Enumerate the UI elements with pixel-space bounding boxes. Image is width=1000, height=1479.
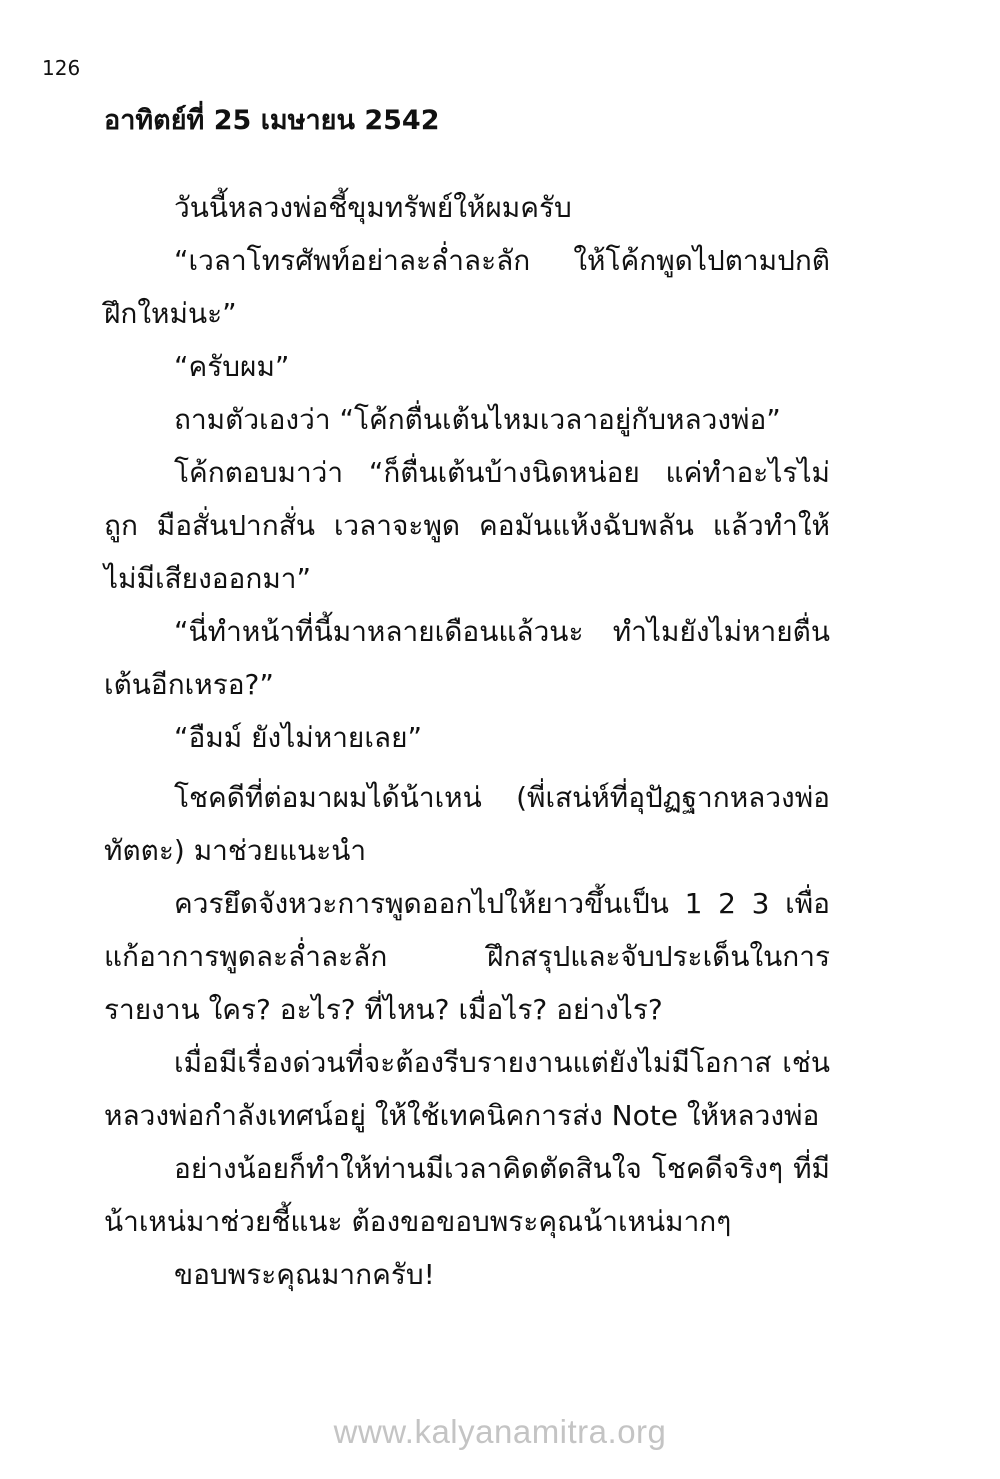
paragraph: “ครับผม” (174, 350, 290, 383)
paragraph: วันนี้หลวงพ่อชี้ขุมทรัพย์ให้ผมครับ (174, 191, 572, 224)
paragraph: ถามตัวเองว่า “โค้กตื่นเต้นไหมเวลาอยู่กับหลวงพ่อ” (174, 403, 781, 436)
page-number: 126 (42, 56, 81, 80)
paragraph: ควรยึดจังหวะการพูดออกไปให้ยาวขึ้นเป็น 1 2 3 เพื่อแก้อาการพูดละล่ำละลัก ฝึกสรุปและจับประเด็นในการรายงาน ใคร? อะไร? ที่ไหน? เมื่อไร? อย่างไร? (104, 887, 830, 1026)
diary-section-2 (104, 771, 830, 1301)
website-watermark: www.kalyanamitra.org (333, 1413, 667, 1450)
paragraph: ขอบพระคุณมากครับ! (174, 1258, 435, 1291)
entry-date-heading: อาทิตย์ที่ 25 เมษายน 2542 (104, 105, 440, 136)
diary-section-1 (104, 181, 830, 764)
paragraph: เมื่อมีเรื่องด่วนที่จะต้องรีบรายงานแต่ยังไม่มีโอกาส เช่น หลวงพ่อกำลังเทศน์อยู่ ให้ใช้เทคนิคการส่ง Note ให้หลวงพ่อ (104, 1046, 830, 1132)
paragraph: อย่างน้อยก็ทำให้ท่านมีเวลาคิดตัดสินใจ โชคดีจริงๆ ที่มีน้าเหน่มาช่วยชี้แนะ ต้องขอขอบพระคุณน้าเหน่มากๆ (104, 1152, 830, 1238)
paragraph: โชคดีที่ต่อมาผมได้น้าเหน่ (พี่เสน่ห์ที่อุปัฏฐากหลวงพ่อทัตตะ) มาช่วยแนะนำ (104, 781, 830, 867)
paragraph: โค้กตอบมาว่า “ก็ตื่นเต้นบ้างนิดหน่อย แค่ทำอะไรไม่ถูก มือสั่นปากสั่น เวลาจะพูด คอมันแห้งฉับพลัน แล้วทำให้ไม่มีเสียงออกมา” (104, 456, 830, 595)
paragraph: “เวลาโทรศัพท์อย่าละล่ำละลัก ให้โค้กพูดไปตามปกติ ฝึกใหม่นะ” (104, 244, 830, 330)
paragraph: “นี่ทำหน้าที่นี้มาหลายเดือนแล้วนะ ทำไมยังไม่หายตื่นเต้นอีกเหรอ?” (104, 615, 830, 701)
paragraph: “อืมม์ ยังไม่หายเลย” (174, 721, 422, 754)
